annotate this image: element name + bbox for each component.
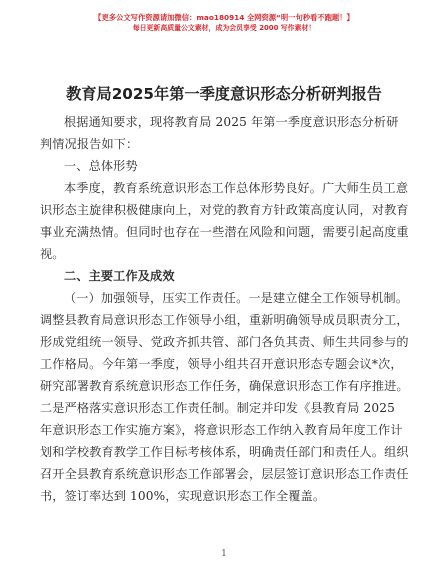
section-heading-overall: 一、总体形势 xyxy=(64,159,138,173)
section-heading-work: 二、主要工作及成效 xyxy=(64,269,175,283)
promo-banner-line-1: 【更多公文写作资源请加微信：mao180914 全网资源“明一句秒看不跑题！】 xyxy=(94,13,354,22)
leadership-paragraph: （一）加强领导，压实工作责任。一是建立健全工作领导机制。调整县教育局意识形态工作领导小组，重新明确领导成员职责分工，形成党组统一领导、党政齐抓共管、部门各负其责、师生共同参与的工作格局。今年第一季度，领导小组共召开意识形态专题会议*次，研究部署教育系统意识形态工作任务，确保意识形态工作有序推进。二是严格落实意识形态工作责任制。制定并印发《县教育局 2025 年意识形态工作实施方案》，将意识形态工作纳入教育局年度工作计划和学校教育教学工作目标考核体系，明确责任部门和责任人。组织召开全县教育系统意识形态工作部署会，层层签订意识形态工作责任书，签订率达到 100%，实现意识形态工作全覆盖。 xyxy=(40,291,409,503)
promo-banner xyxy=(0,12,448,34)
page-number: 1 xyxy=(221,549,227,559)
promo-banner-line-2: 每日更新高质量公文素材，成为会员享受 2000 写作素材！ xyxy=(132,24,316,32)
document-title: 教育局2025年第一季度意识形态分析研判报告 xyxy=(66,85,382,103)
overall-situation-paragraph: 本季度，教育系统意识形态工作总体形势良好。广大师生员工意识形态主旋律积极健康向上，对党的教育方针政策高度认同，对教育事业充满热情。但同时也存在一些潜在风险和问题，需要引起高度重视。 xyxy=(40,181,409,261)
document-body xyxy=(40,111,410,507)
intro-paragraph: 根据通知要求，现将教育局 2025 年第一季度意识形态分析研判情况报告如下： xyxy=(40,115,399,151)
